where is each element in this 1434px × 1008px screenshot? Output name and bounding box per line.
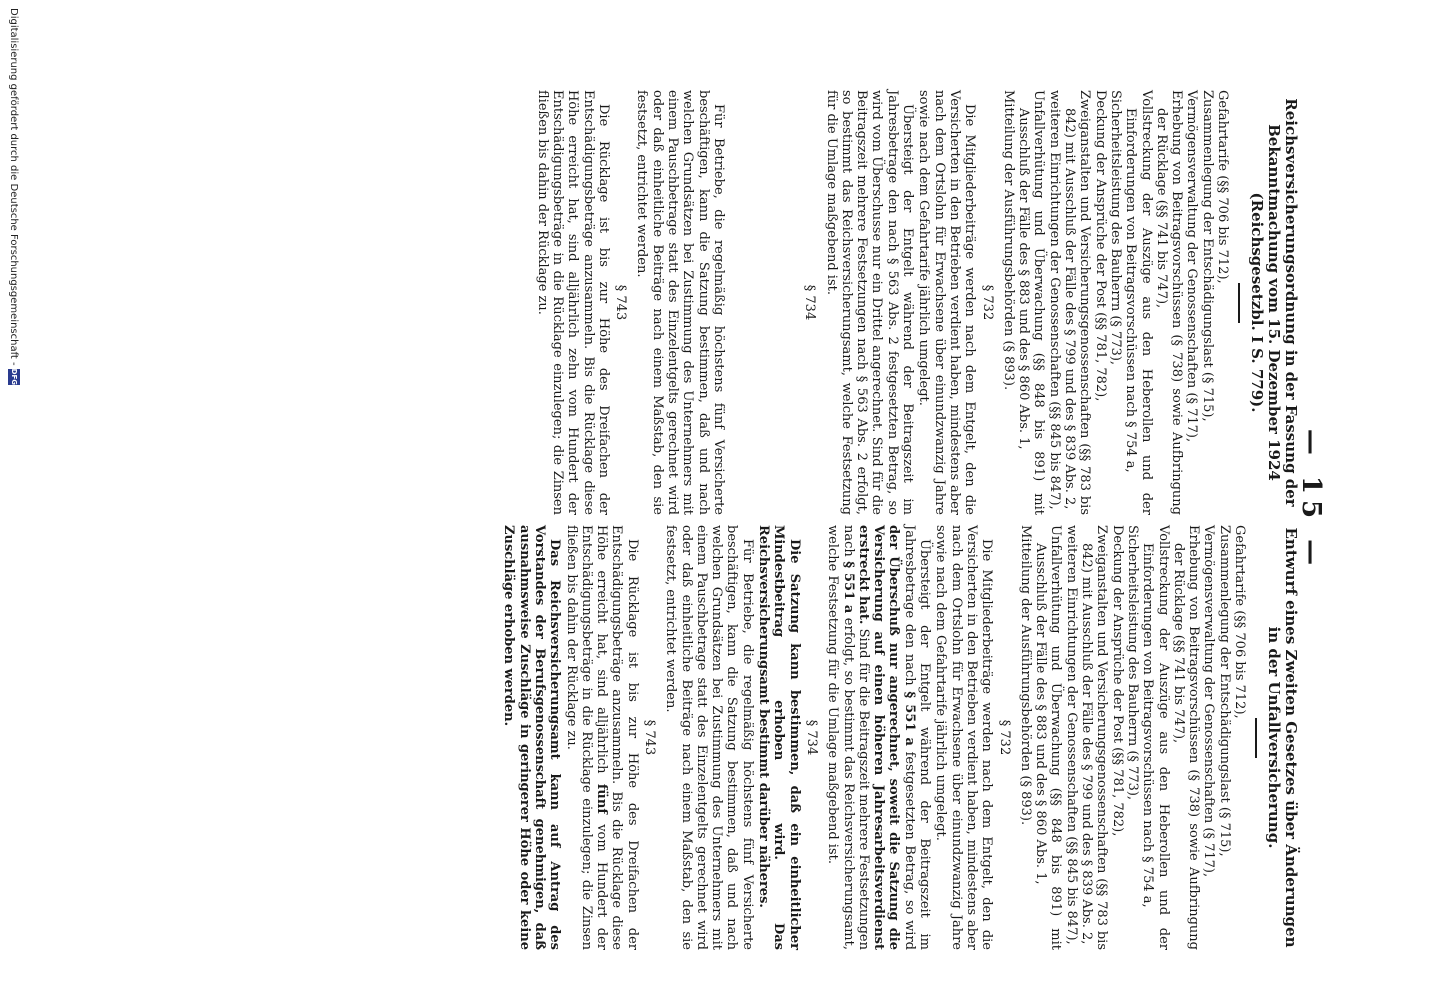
- list-item: Erhebung von Beitragsvorschüssen (§ 738) sowie Aufbringung der Rücklage (§§ 741 bis 747),: [1153, 90, 1185, 515]
- list-item: Gefahrtarife (§§ 706 bis 712),: [1232, 525, 1247, 719]
- text-run: vom Hundert der Entschädigungsbeträge in die Rücklage einzulegen; die Zinsen fließen bis dahin der Rücklage zu.: [563, 525, 610, 950]
- list-item: Zusammenlegung der Entschädigungslast (§ 715),: [1199, 90, 1215, 422]
- paragraph: Übersteigt der Entgelt während der Beitragszeit im Jahresbetrage den nach § 563 Abs. 2 festgesetzten Betrag, so wird vom Überschusse nur ein Drittel angerechnet. Sind für die Beitragszeit mehrere Festsetzungen nach § 563 Abs. 2 erfolgt, so bestimmt das Reichsversicherungsamt, welche Festsetzung für die Umlage maßgebend ist.: [823, 90, 916, 515]
- section-heading-734: § 734: [802, 284, 818, 321]
- credit-text: Digitalisierung gefördert durch die Deutsche Forschungsgemeinschaft -: [8, 8, 20, 366]
- list-item: Deckung der Ansprüche der Post (§§ 781, 782),: [1109, 525, 1125, 837]
- left-item-list: [1001, 90, 1230, 515]
- emphasized-text: § 551 a: [840, 561, 856, 614]
- list-item: Vollstreckung der Auszüge aus den Heberollen und der Einforderungen von Beitragsvorschüssen nach § 754 a,: [1123, 90, 1154, 515]
- section-heading-734: § 734: [803, 719, 819, 756]
- text-run: Die Rücklage ist bis zur Höhe des Dreifachen der Entschädigungsbeträge anzusammeln. Bis die Rücklage diese Höhe erreicht hat, sind alljährlich: [594, 525, 640, 950]
- paragraph-new: Das Reichsversicherungsamt kann auf Antrag des Vorstandes der Berufsgenossenschaft genehmigen, daß ausnahmsweise Zuschläge in geringerer Höhe oder keine Zuschläge erhoben werden.: [501, 525, 563, 950]
- list-item: Sicherheitsleistung des Bauherrn (§ 773),: [1107, 90, 1123, 366]
- list-item: Sicherheitsleistung des Bauherrn (§ 773),: [1124, 525, 1140, 801]
- list-item: Vollstreckung der Auszüge aus den Heberollen und der Einforderungen von Beitragsvorschüssen nach § 754 a,: [1140, 525, 1171, 950]
- title-divider: [1238, 283, 1240, 323]
- right-item-list: [1018, 525, 1247, 950]
- list-item: Zweiganstalten und Versicherungsgenossenschaften (§§ 783 bis 842) mit Ausschluß der Fälle des § 799 und des § 839 Abs. 2,: [1062, 90, 1093, 515]
- list-item: Erhebung von Beitragsvorschüssen (§ 738) sowie Aufbringung der Rücklage (§§ 741 bis 747),: [1170, 525, 1202, 950]
- section-heading-732: § 732: [979, 284, 995, 321]
- page-number: — 15 —: [1296, 428, 1326, 572]
- paragraph-amended: [825, 525, 932, 950]
- list-item: Vermögensverwaltung der Genossenschaften (§ 717),: [1184, 90, 1200, 443]
- right-column: [500, 525, 1299, 950]
- list-item: Zweiganstalten und Versicherungsgenossenschaften (§§ 783 bis 842) mit Ausschluß der Fälle des § 799 und des § 839 Abs. 2,: [1079, 525, 1110, 950]
- list-item: Zusammenlegung der Entschädigungslast (§ 715),: [1216, 525, 1232, 857]
- digitization-credit: [8, 0, 20, 1008]
- dfg-logo: DFG: [10, 368, 18, 385]
- list-item: weiteren Einrichtungen der Genossenschaften (§§ 845 bis 847),: [1063, 525, 1079, 945]
- emphasized-text: fünf: [594, 783, 610, 814]
- left-column-title: Reichsversicherungsordnung in der Fassung der Bekanntmachung vom 15. Dezember 1924 (Reichsgesetzbl. I S. 779).: [1248, 98, 1300, 507]
- paragraph-amended: [563, 525, 639, 950]
- right-column-title: Entwurf eines Zweiten Gesetzes über Änderungen in der Unfallversicherung.: [1265, 527, 1300, 948]
- text-run: Übersteigt der Entgelt während der Beitragszeit im Jahresbetrage den nach: [901, 525, 933, 950]
- paragraph-new: Die Satzung kann bestimmen, daß ein einheitlicher Mindestbeitrag erhoben wird. Das Reichsversicherungsamt bestimmt darüber näheres.: [756, 525, 802, 950]
- emphasized-text: § 551 a: [901, 691, 917, 746]
- list-item: weiteren Einrichtungen der Genossenschaften (§§ 845 bis 847),: [1046, 90, 1062, 510]
- list-item: Unfallverhütung und Überwachung (§§ 848 bis 891) mit Ausschluß der Fälle des § 883 und des § 860 Abs. 1,: [1033, 525, 1064, 950]
- section-heading-732: § 732: [996, 719, 1012, 756]
- text-run: erfolgt, so bestimmt das Reichsversicherungsamt, welche Festsetzung für die Umlage maßgebend ist.: [825, 525, 856, 950]
- text-run: Sind für die Beitragszeit mehrere Festsetzungen nach: [840, 525, 871, 950]
- emphasized-text: der Überschuß nur angerechnet, soweit die Satzung die Versicherung auf einen höheren Jahresarbeitsverdienst erstreckt hat.: [855, 525, 902, 950]
- list-item: Gefahrtarife (§§ 706 bis 712),: [1215, 90, 1230, 284]
- list-item: Mitteilung der Ausführungsbehörden (§ 893).: [1000, 90, 1016, 391]
- section-heading-743: § 743: [613, 284, 629, 321]
- list-item: Deckung der Ansprüche der Post (§§ 781, 782),: [1092, 90, 1108, 402]
- blank-space: [726, 90, 800, 515]
- title-divider: [1255, 718, 1257, 758]
- paragraph: Für Betriebe, die regelmäßig höchstens fünf Versicherte beschäftigen, kann die Satzung bestimmen, daß und nach welchen Grundsätzen bei Zustimmung des Unternehmers mit einem Pauschbetrage statt des Einzelentgelts gerechnet wird oder daß einheitliche Beiträge nach einem Maßstab, den sie festsetzt, entrichtet werden.: [663, 525, 755, 950]
- text-run: festgesetzten Betrag, so wird: [901, 745, 917, 950]
- paragraph: Die Mitgliederbeiträge werden nach dem Entgelt, den die Versicherten in den Betrieben verdient haben, mindestens aber nach dem Ortslohn für Erwachsene über einundzwanzig Jahre sowie nach dem Gefahrtarife jährlich umgelegt.: [916, 90, 978, 515]
- paragraph: Für Betriebe, die regelmäßig höchstens fünf Versicherte beschäftigen, kann die Satzung bestimmen, daß und nach welchen Grundsätzen bei Zustimmung des Unternehmers mit einem Pauschbetrage statt des Einzelentgelts gerechnet wird oder daß einheitliche Beiträge nach einem Maßstab, den sie festsetzt, entrichtet werden.: [634, 90, 726, 515]
- paragraph: Die Mitgliederbeiträge werden nach dem Entgelt, den die Versicherten in den Betrieben verdient haben, mindestens aber nach dem Ortslohn für Erwachsene über einundzwanzig Jahre sowie nach dem Gefahrtarife jährlich umgelegt.: [933, 525, 995, 950]
- paragraph: Die Rücklage ist bis zur Höhe des Dreifachen der Entschädigungsbeträge anzusammeln. Bis die Rücklage diese Höhe erreicht hat, sind alljährlich zehn vom Hundert der Entschädigungsbeträge in die Rücklage einzulegen; die Zinsen fließen bis dahin der Rücklage zu.: [534, 90, 611, 515]
- section-heading-743: § 743: [642, 719, 658, 756]
- list-item: Mitteilung der Ausführungsbehörden (§ 893).: [1017, 525, 1033, 826]
- list-item: Unfallverhütung und Überwachung (§§ 848 bis 891) mit Ausschluß der Fälle des § 883 und des § 860 Abs. 1,: [1016, 90, 1047, 515]
- left-column: [533, 90, 1299, 515]
- list-item: Vermögensverwaltung der Genossenschaften (§ 717),: [1201, 525, 1217, 878]
